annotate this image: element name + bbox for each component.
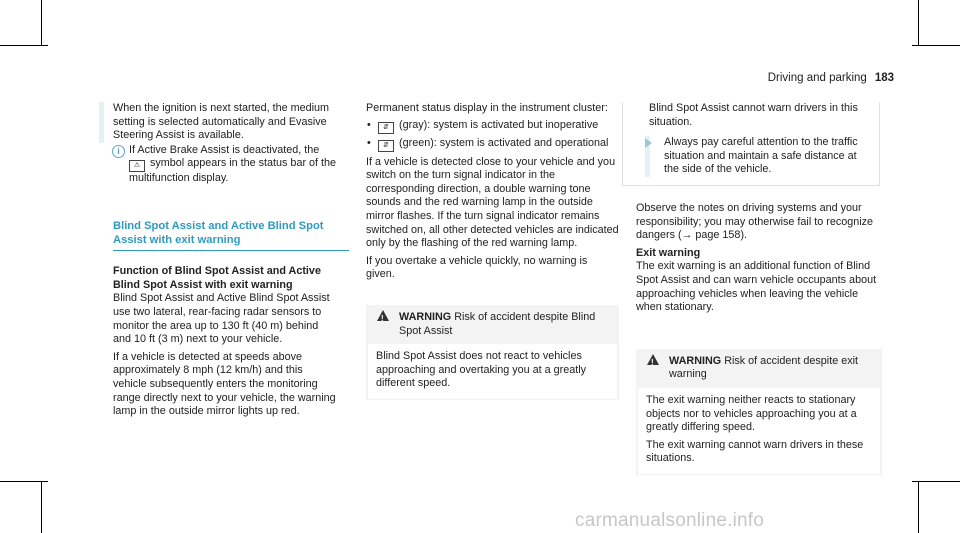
brake-assist-off-icon: ⚠ (129, 160, 145, 172)
crop-mark (912, 45, 960, 46)
paragraph: Observe the notes on driving systems and your responsibility; you may otherwise fail to recognize dangers (→ page 158). (636, 201, 874, 242)
warning-triangle-icon: ! (647, 354, 659, 365)
note-body: symbol appears in the status bar of the multifunction display. (129, 157, 337, 185)
warning-triangle-icon: ! (377, 310, 389, 321)
warning-title: Risk of accident despite exit warning (669, 354, 859, 381)
warning-text: Blind Spot Assist cannot warn drivers in this situation. (649, 102, 858, 128)
note-prefix: If Active Brake Assist is deactivated, the (129, 143, 320, 156)
crop-mark (0, 45, 48, 46)
subsection-title (113, 265, 338, 292)
bullet-text: (green): system is activated and operational (399, 136, 609, 149)
column-1 (113, 102, 338, 419)
blind-spot-gray-icon: ⇵ (378, 122, 394, 134)
subsection-title-line1: Function of Blind Spot Assist and Active (113, 265, 321, 278)
note (113, 144, 338, 186)
warning-text: The exit warning cannot warn drivers in these situations. (646, 438, 864, 465)
column-3 (636, 102, 882, 475)
list-item (366, 137, 619, 152)
warning-text: Blind Spot Assist does not react to vehicles approaching and overtaking you at a greatly different speed. (376, 350, 587, 390)
page-number: 183 (874, 72, 894, 84)
section-name: Driving and parking (767, 72, 867, 84)
bullet-mark: • (367, 118, 371, 131)
info-block (99, 102, 338, 143)
bullet-mark: • (367, 136, 371, 149)
warning-box (636, 349, 882, 475)
paragraph: When the ignition is next started, the medium setting is selected automatically and Evasive Steering Assist is available. (113, 102, 330, 142)
warning-continuation (622, 102, 880, 186)
action-text: Always pay careful attention to the traffic situation and maintain a safe distance at the side of the vehicle. (645, 136, 869, 177)
warning-body (637, 388, 881, 475)
crop-mark (41, 481, 42, 533)
crop-mark (41, 0, 42, 46)
info-icon: i (112, 145, 125, 158)
column-2 (366, 102, 619, 400)
warning-body (367, 344, 618, 400)
paragraph: Blind Spot Assist and Active Blind Spot Assist use two lateral, rear-facing radar sensors to monitor the area up to 130 ft (40 m) behind and 10 ft (3 m) next to your vehicle. (113, 292, 330, 346)
paragraph: If you overtake a vehicle quickly, no warning is given. (366, 254, 588, 281)
warning-text: The exit warning neither reacts to stationary objects nor to vehicles approaching you at a greatly differing speed. (646, 393, 857, 434)
section-title (113, 220, 338, 247)
subsection-title-line2: Blind Spot Assist with exit warning (113, 278, 293, 291)
list-item (366, 119, 619, 134)
warning-title: Risk of accident despite Blind Spot Assist (399, 310, 596, 337)
section-divider (113, 250, 349, 251)
warning-label: WARNING (669, 354, 722, 367)
paragraph: The exit warning is an additional function of Blind Spot Assist and can warn vehicle occupants about approaching vehicles when leaving the vehicle when stationary. (636, 260, 877, 314)
warning-label: WARNING (399, 310, 452, 323)
warning-header (366, 305, 619, 344)
crop-mark (912, 481, 960, 482)
section-title-line2: Assist with exit warning (113, 233, 241, 246)
subsection-title: Exit warning (636, 246, 701, 259)
crop-mark (918, 481, 919, 533)
crop-mark (918, 0, 919, 46)
paragraph: Permanent status display in the instrument cluster: (366, 102, 608, 114)
paragraph: If a vehicle is detected at speeds above approximately 8 mph (12 km/h) and this vehicle subsequently enters the monitoring range directly next to your vehicle, the warning lamp in the outside mirror lights up red. (113, 350, 336, 418)
watermark: carmanualsonline.info (575, 510, 765, 531)
warning-box (366, 305, 619, 400)
action-arrow-icon (645, 138, 652, 148)
crop-mark (0, 481, 48, 482)
blind-spot-green-icon: ⇵ (378, 140, 394, 152)
section-title-line1: Blind Spot Assist and Active Blind Spot (113, 219, 324, 232)
bullet-text: (gray): system is activated but inoperative (399, 118, 599, 131)
note-text (129, 144, 338, 186)
paragraph: If a vehicle is detected close to your vehicle and you switch on the turn signal indicator in the corresponding direction, a double warning tone sounds and the red warning lamp in the outside mirror flashes. If the turn signal indicator remains switched on, all other detected vehicles are indicated only by the flashing of the red warning lamp. (366, 155, 619, 250)
action-step (637, 136, 869, 177)
warning-header (636, 349, 882, 388)
page-header (768, 72, 894, 84)
